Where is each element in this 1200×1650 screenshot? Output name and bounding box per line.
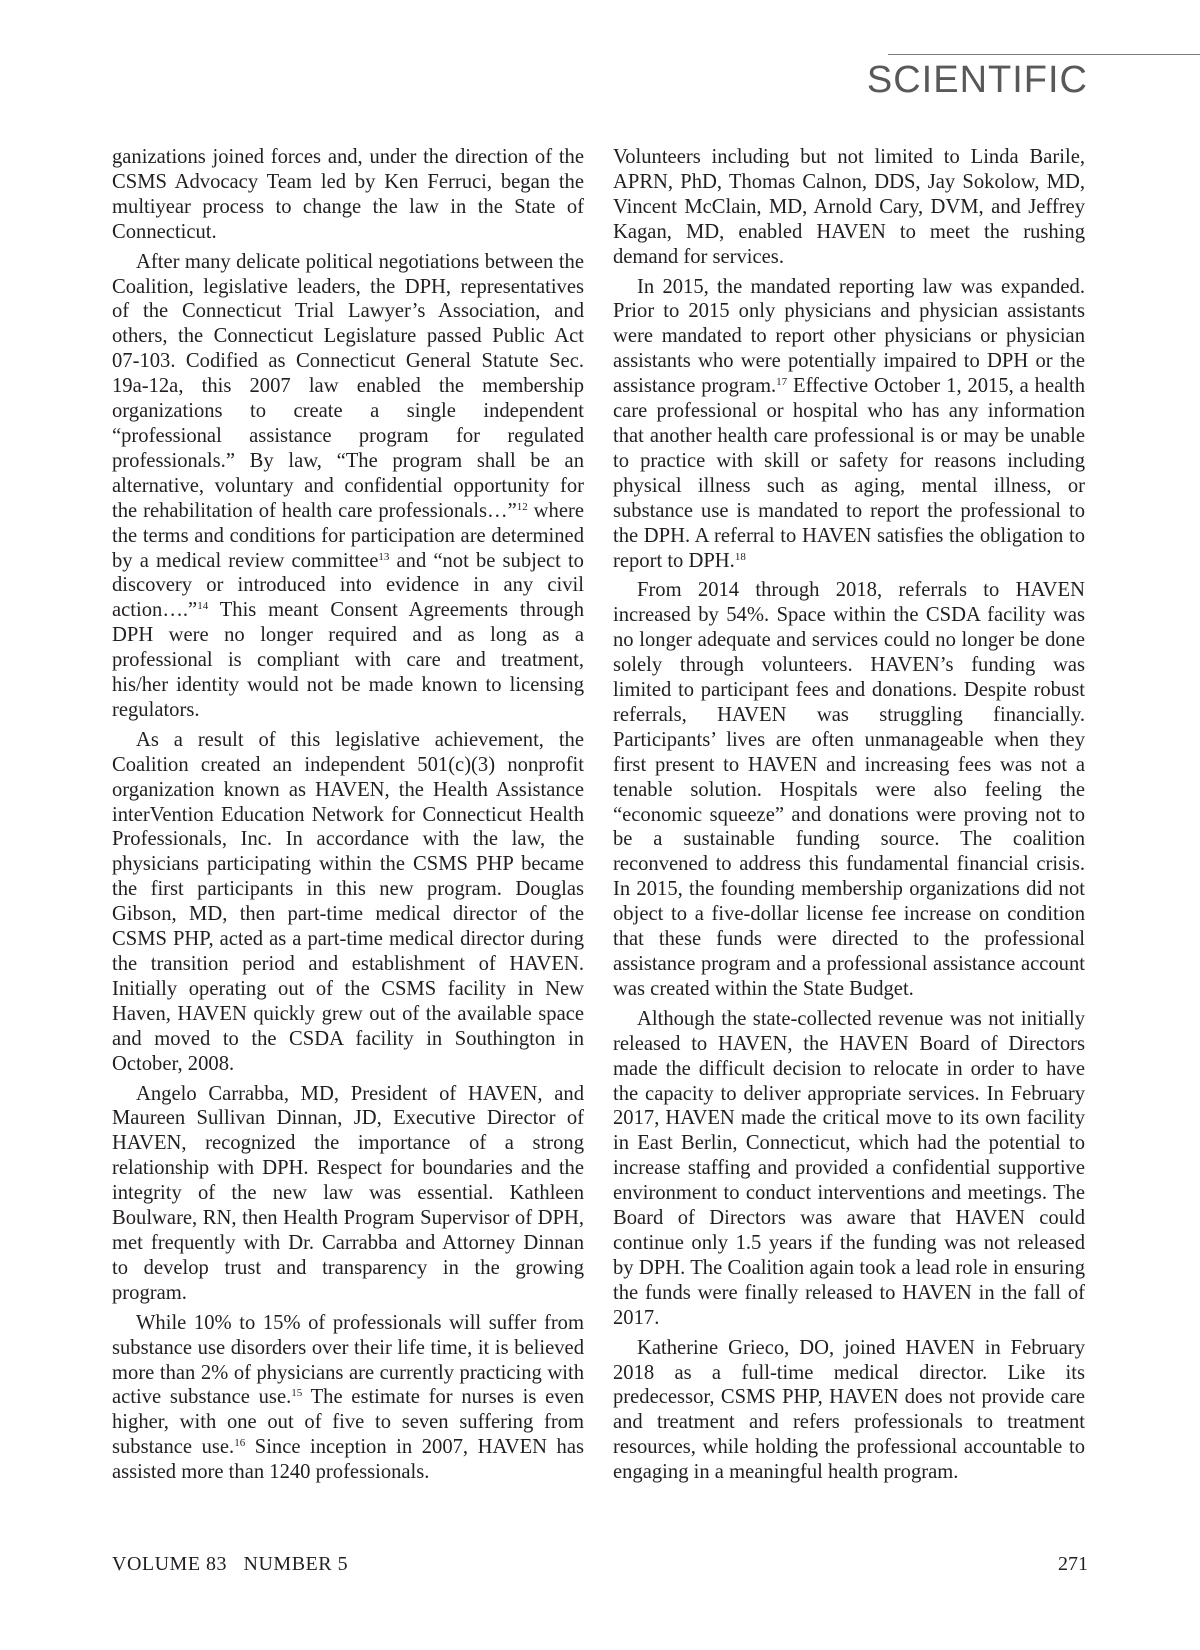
reference-13: 13 (378, 550, 390, 563)
text-run: This meant Consent Agreements through DPH were no longer required and as long as a professional is compliant with care and treatment, his/her identity would not be made known to licensing regulators. (112, 599, 584, 721)
left-paragraph-3: As a result of this legislative achievement, the Coalition created an independent 501(c)(3) nonprofit organization known as HAVEN, the Health Assistance interVention Education Network for Connecticut Health Professionals, Inc. In accordance with the law, the physicians participating within the CSMS PHP became the first participants in this new program. Douglas Gibson, MD, then part-time medical director of the CSMS PHP, acted as a part-time medical director during the transition period and establishment of HAVEN. Initially operating out of the CSMS facility in New Haven, HAVEN quickly grew out of the available space and moved to the CSDA facility in Southington in October, 2008. (112, 728, 584, 1075)
right-paragraph-3: From 2014 through 2018, referrals to HAVEN increased by 54%. Space within the CSDA facility was no longer adequate and services could no longer be done solely through volunteers. HAVEN’s funding was limited to participant fees and donations. Despite robust referrals, HAVEN was struggling financially. Participants’ lives are often unmanageable when they first present to HAVEN and increasing fees was not a tenable solution. Hospitals were also feeling the “economic squeeze” and donations were proving not to be a sustainable funding source. The coalition reconvened to address this fundamental financial crisis. In 2015, the founding membership organizations did not object to a five-dollar license fee increase on condition that these funds were directed to the professional assistance program and a professional assistance account was created within the State Budget. (613, 579, 1085, 1000)
right-paragraph-1: Volunteers including but not limited to Linda Barile, APRN, PhD, Thomas Calnon, DDS, Jay Sokolow, MD, Vincent McClain, MD, Arnold Cary, DVM, and Jeffrey Kagan, MD, enabled HAVEN to meet the rushing demand for services. (613, 146, 1085, 268)
text-run: Effective October 1, 2015, a health care professional or hospital who has any information that another health care professional is or may be unable to practice with skill or safety for reasons including physical illness such as aging, mental illness, or substance use is mandated to report the professional to the DPH. A referral to HAVEN satisfies the obligation to report to DPH. (613, 375, 1085, 572)
reference-17: 17 (776, 376, 788, 389)
reference-16: 16 (234, 1437, 246, 1450)
reference-18: 18 (734, 550, 746, 563)
right-column (613, 145, 1085, 1490)
text-run: While 10% to 15% of professionals will suffer from substance use disorders over their life time, it is believed more than 2% of physicians are currently practicing with active substance use. (112, 1311, 584, 1409)
reference-15: 15 (291, 1387, 303, 1400)
right-paragraph-4: Although the state-collected revenue was not initially released to HAVEN, the HAVEN Board of Directors made the difficult decision to relocate in order to have the capacity to deliver appropriate services. In February 2017, HAVEN made the critical move to its own facility in East Berlin, Connecticut, which had the potential to increase staffing and provided a confidential supportive environment to conduct interventions and meetings. The Board of Directors was aware that HAVEN could continue only 1.5 years if the funding was not released by DPH. The Coalition again took a lead role in ensuring the funds were finally released to HAVEN in the fall of 2017. (613, 1007, 1085, 1329)
left-paragraph-5 (112, 1311, 584, 1485)
header-rule (888, 54, 1200, 55)
text-run: After many delicate political negotiations between the Coalition, legislative leaders, the DPH, representatives of the Connecticut Trial Lawyer’s Association, and others, the Connecticut Legislature passed Public Act 07-103. Codified as Connecticut General Statute Sec. 19a-12a, this 2007 law enabled the membership organizations to create a single independent “professional assistance program for regulated professionals.” By law, “The program shall be an alternative, voluntary and confidential opportunity for the rehabilitation of health care professionals…” (112, 250, 584, 522)
section-label: SCIENTIFIC (866, 59, 1088, 101)
text-run: The estimate for nurses is even higher, with one out of five to seven suffering from substance use. (112, 1386, 584, 1459)
text-run: and “not be subject to discovery or introduced into evidence in any civil action….” (112, 549, 584, 622)
footer-volume: VOLUME 83 NUMBER 5 (112, 1553, 349, 1575)
reference-12: 12 (516, 500, 528, 513)
right-paragraph-5: Katherine Grieco, DO, joined HAVEN in February 2018 as a full-time medical director. Like its predecessor, CSMS PHP, HAVEN does not provide care and treatment and refers professionals to treatment resources, while holding the professional accountable to engaging in a meaningful health program. (613, 1336, 1085, 1484)
footer-page-number: 271 (1058, 1553, 1088, 1575)
text-run: where the terms and conditions for participation are determined by a medical review committee (112, 499, 584, 572)
left-paragraph-1: ganizations joined forces and, under the direction of the CSMS Advocacy Team led by Ken Ferruci, began the multiyear process to change the law in the State of Connecticut. (112, 146, 584, 243)
text-run: Since inception in 2007, HAVEN has assisted more than 1240 professionals. (112, 1436, 585, 1484)
text-run: In 2015, the mandated reporting law was expanded. Prior to 2015 only physicians and physician assistants were mandated to report other physicians or physician assistants who were potentially impaired to DPH or the assistance program. (613, 275, 1085, 398)
left-paragraph-4: Angelo Carrabba, MD, President of HAVEN, and Maureen Sullivan Dinnan, JD, Executive Director of HAVEN, recognized the importance of a strong relationship with DPH. Respect for boundaries and the integrity of the new law was essential. Kathleen Boulware, RN, then Health Program Supervisor of DPH, met frequently with Dr. Carrabba and Attorney Dinnan to develop trust and transparency in the growing program. (112, 1082, 584, 1304)
reference-14: 14 (197, 600, 209, 613)
left-paragraph-2 (112, 250, 584, 723)
left-column (112, 145, 584, 1490)
right-paragraph-2 (613, 275, 1085, 574)
